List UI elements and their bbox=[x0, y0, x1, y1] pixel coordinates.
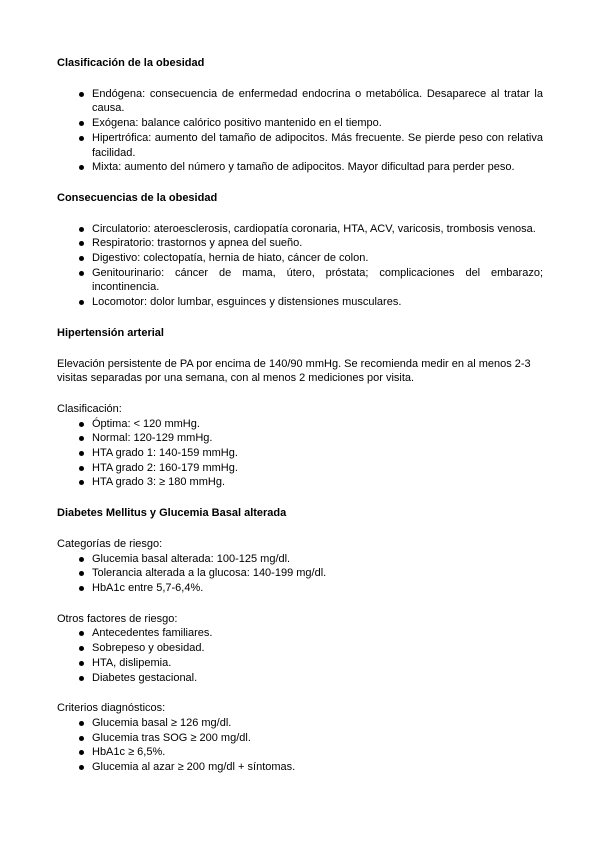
list-item: Locomotor: dolor lumbar, esguinces y distensiones musculares. bbox=[57, 295, 543, 310]
list-item: Glucemia al azar ≥ 200 mg/dl + síntomas. bbox=[57, 760, 543, 775]
list-item: Respiratorio: trastornos y apnea del sueño. bbox=[57, 236, 543, 251]
document-page bbox=[57, 56, 543, 775]
section-title-hipertension: Hipertensión arterial bbox=[57, 326, 164, 339]
otros-factores-list bbox=[57, 626, 543, 685]
list-item: Antecedentes familiares. bbox=[57, 626, 543, 641]
list-item: Digestivo: colectopatía, hernia de hiato, cáncer de colon. bbox=[57, 251, 543, 266]
list-item: Circulatorio: ateroesclerosis, cardiopatía coronaria, HTA, ACV, varicosis, trombosis venosa. bbox=[57, 222, 543, 237]
hipertension-paragraph: Elevación persistente de PA por encima de 140/90 mmHg. Se recomienda medir en al menos 2-3 visitas separadas por una semana, con al menos 2 mediciones por visita. bbox=[57, 357, 531, 385]
list-item: Genitourinario: cáncer de mama, útero, próstata; complicaciones del embarazo; incontinencia. bbox=[57, 266, 543, 295]
section-title-diabetes: Diabetes Mellitus y Glucemia Basal alterada bbox=[57, 507, 287, 520]
section-title-consecuencias-obesidad: Consecuencias de la obesidad bbox=[57, 191, 218, 204]
list-item: Exógena: balance calórico positivo mantenido en el tiempo. bbox=[57, 116, 543, 131]
list-item: HbA1c ≥ 6,5%. bbox=[57, 745, 543, 760]
list-item: HTA grado 3: ≥ 180 mmHg. bbox=[57, 475, 543, 490]
section-title-clasificacion-obesidad: Clasificación de la obesidad bbox=[57, 57, 205, 69]
list-item: HbA1c entre 5,7-6,4%. bbox=[57, 581, 543, 596]
clasificacion-obesidad-list bbox=[57, 87, 543, 175]
list-item: Diabetes gestacional. bbox=[57, 671, 543, 686]
list-item: Tolerancia alterada a la glucosa: 140-199 mg/dl. bbox=[57, 566, 543, 581]
clasificacion-label: Clasificación: bbox=[57, 402, 122, 415]
list-item: Glucemia basal alterada: 100-125 mg/dl. bbox=[57, 552, 543, 567]
list-item: Óptima: < 120 mmHg. bbox=[57, 417, 543, 432]
clasificacion-hta-list bbox=[57, 417, 543, 491]
consecuencias-obesidad-list bbox=[57, 222, 543, 310]
list-item: Glucemia tras SOG ≥ 200 mg/dl. bbox=[57, 731, 543, 746]
list-item: HTA, dislipemia. bbox=[57, 656, 543, 671]
list-item: Hipertrófica: aumento del tamaño de adipocitos. Más frecuente. Se pierde peso con relativa facilidad. bbox=[57, 131, 543, 160]
list-item: Mixta: aumento del número y tamaño de adipocitos. Mayor dificultad para perder peso. bbox=[57, 160, 543, 175]
categorias-riesgo-label: Categorías de riesgo: bbox=[57, 537, 163, 550]
criterios-diagnosticos-list bbox=[57, 716, 543, 775]
list-item: Normal: 120-129 mmHg. bbox=[57, 431, 543, 446]
list-item: HTA grado 2: 160-179 mmHg. bbox=[57, 461, 543, 476]
criterios-diagnosticos-label: Criterios diagnósticos: bbox=[57, 702, 166, 715]
list-item: Endógena: consecuencia de enfermedad endocrina o metabólica. Desaparece al tratar la causa. bbox=[57, 87, 543, 116]
list-item: Glucemia basal ≥ 126 mg/dl. bbox=[57, 716, 543, 731]
list-item: HTA grado 1: 140-159 mmHg. bbox=[57, 446, 543, 461]
otros-factores-label: Otros factores de riesgo: bbox=[57, 612, 178, 625]
list-item: Sobrepeso y obesidad. bbox=[57, 641, 543, 656]
categorias-riesgo-list bbox=[57, 552, 543, 596]
